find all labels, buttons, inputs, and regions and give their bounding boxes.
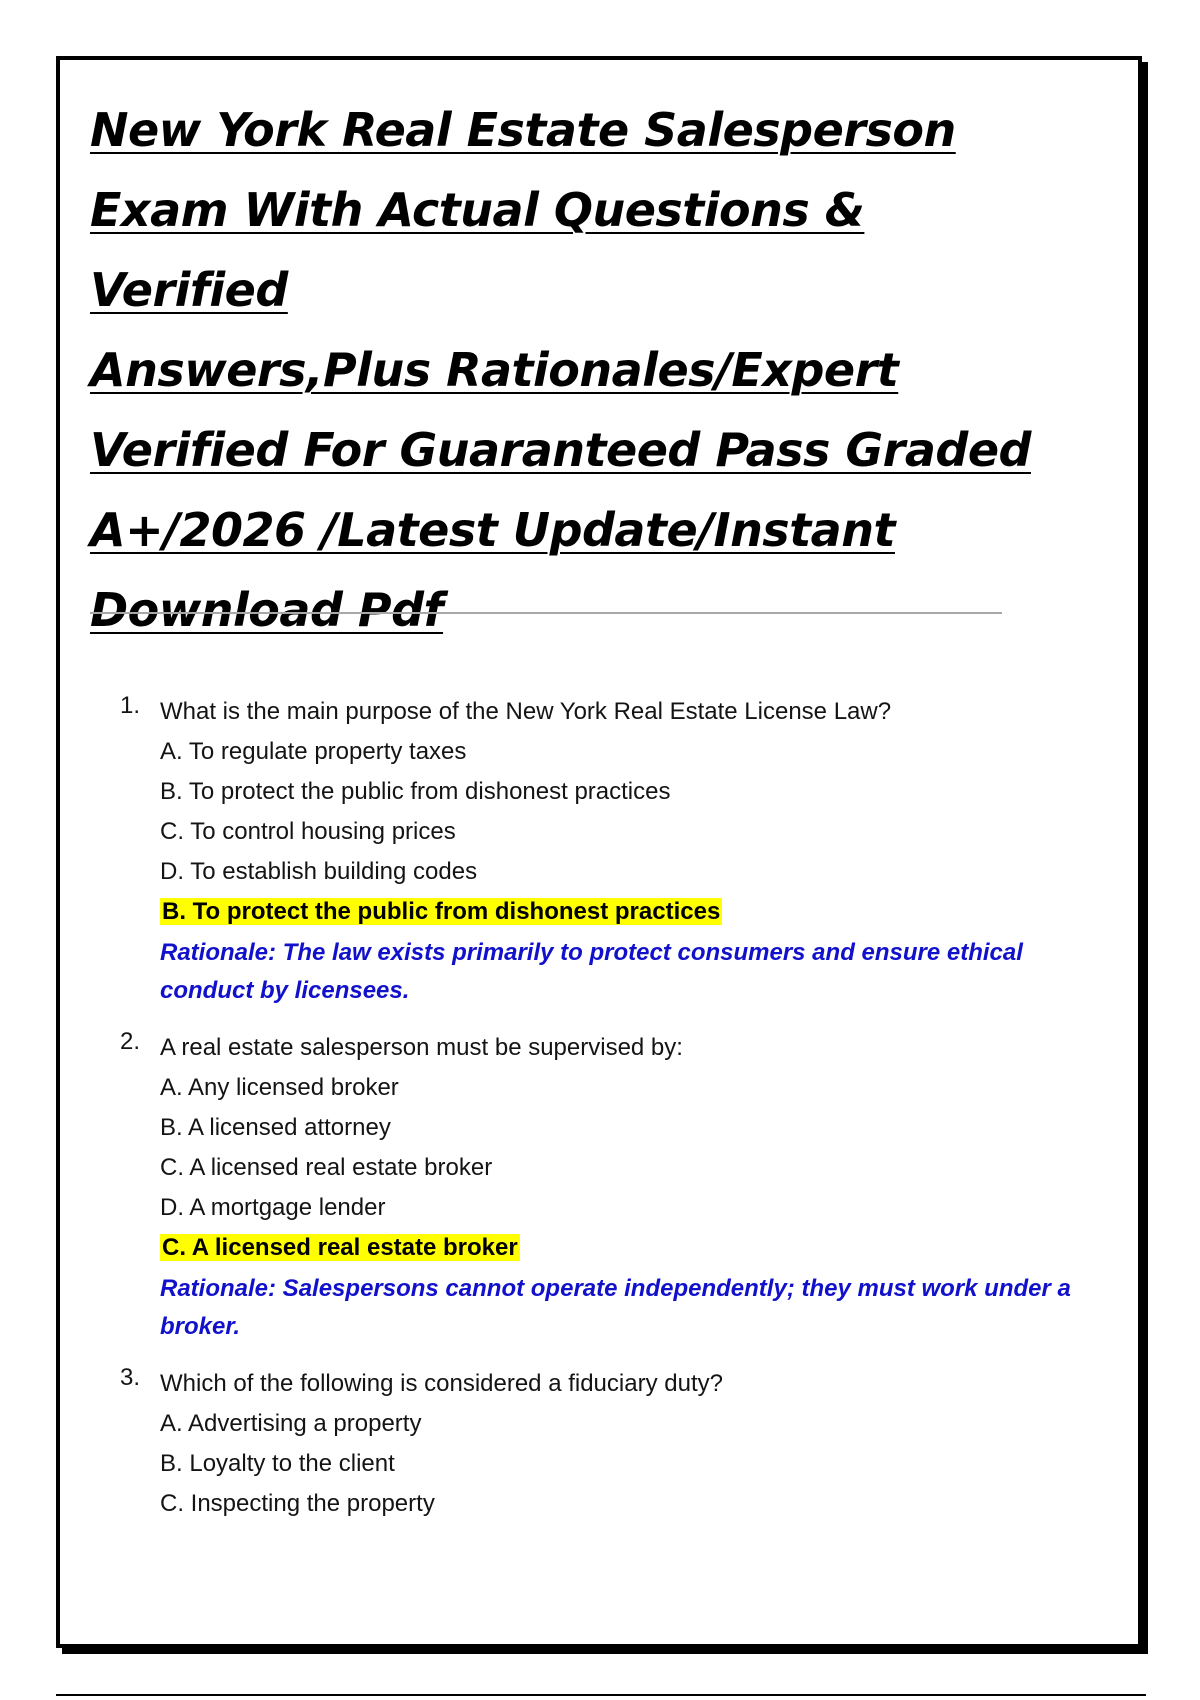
title-line: A+/2026 /Latest Update/Instant — [90, 503, 895, 557]
answer-option: B. A licensed attorney — [160, 1114, 391, 1141]
answer-option: C. To control housing prices — [160, 818, 456, 845]
title-line: Download Pdf — [90, 583, 444, 637]
answer-option: C. A licensed real estate broker — [160, 1154, 493, 1181]
bottom-rule — [56, 1694, 1146, 1696]
answer-option: D. To establish building codes — [160, 858, 478, 885]
question-item-3 — [120, 1364, 1080, 1524]
question-text: A real estate salesperson must be supervised by: — [160, 1034, 683, 1061]
question-number: 2. — [120, 1028, 141, 1055]
question-item-1 — [120, 692, 1080, 1010]
title-line: Verified For Guaranteed Pass Graded — [90, 423, 1031, 477]
correct-answer-highlight: C. A licensed real estate broker — [162, 1234, 518, 1261]
document-title — [90, 90, 1050, 650]
title-line: New York Real Estate Salesperson — [90, 103, 956, 157]
answer-option: B. To protect the public from dishonest practices — [160, 778, 671, 805]
question-item-2 — [120, 1028, 1080, 1346]
question-text: Which of the following is considered a fiduciary duty? — [160, 1370, 723, 1397]
question-number: 1. — [120, 692, 141, 719]
answer-option: B. Loyalty to the client — [160, 1450, 395, 1477]
answer-option: A. To regulate property taxes — [160, 738, 467, 765]
horizontal-divider — [90, 612, 1002, 614]
answer-option: A. Advertising a property — [160, 1410, 422, 1437]
correct-answer-highlight: B. To protect the public from dishonest practices — [162, 898, 721, 925]
answer-option: A. Any licensed broker — [160, 1074, 399, 1101]
question-number: 3. — [120, 1364, 141, 1391]
answer-option: C. Inspecting the property — [160, 1490, 435, 1517]
title-line: Exam With Actual Questions & Verified — [90, 183, 865, 317]
correct-answer-line — [160, 892, 1080, 932]
answer-option: D. A mortgage lender — [160, 1194, 386, 1221]
title-line: Answers,Plus Rationales/Expert — [90, 343, 899, 397]
correct-answer-line — [160, 1228, 1080, 1268]
rationale-text: Rationale: The law exists primarily to protect consumers and ensure ethical conduct by licensees. — [160, 939, 1023, 1004]
rationale-text: Rationale: Salespersons cannot operate independently; they must work under a broker. — [160, 1275, 1071, 1340]
question-text: What is the main purpose of the New York Real Estate License Law? — [160, 698, 892, 725]
